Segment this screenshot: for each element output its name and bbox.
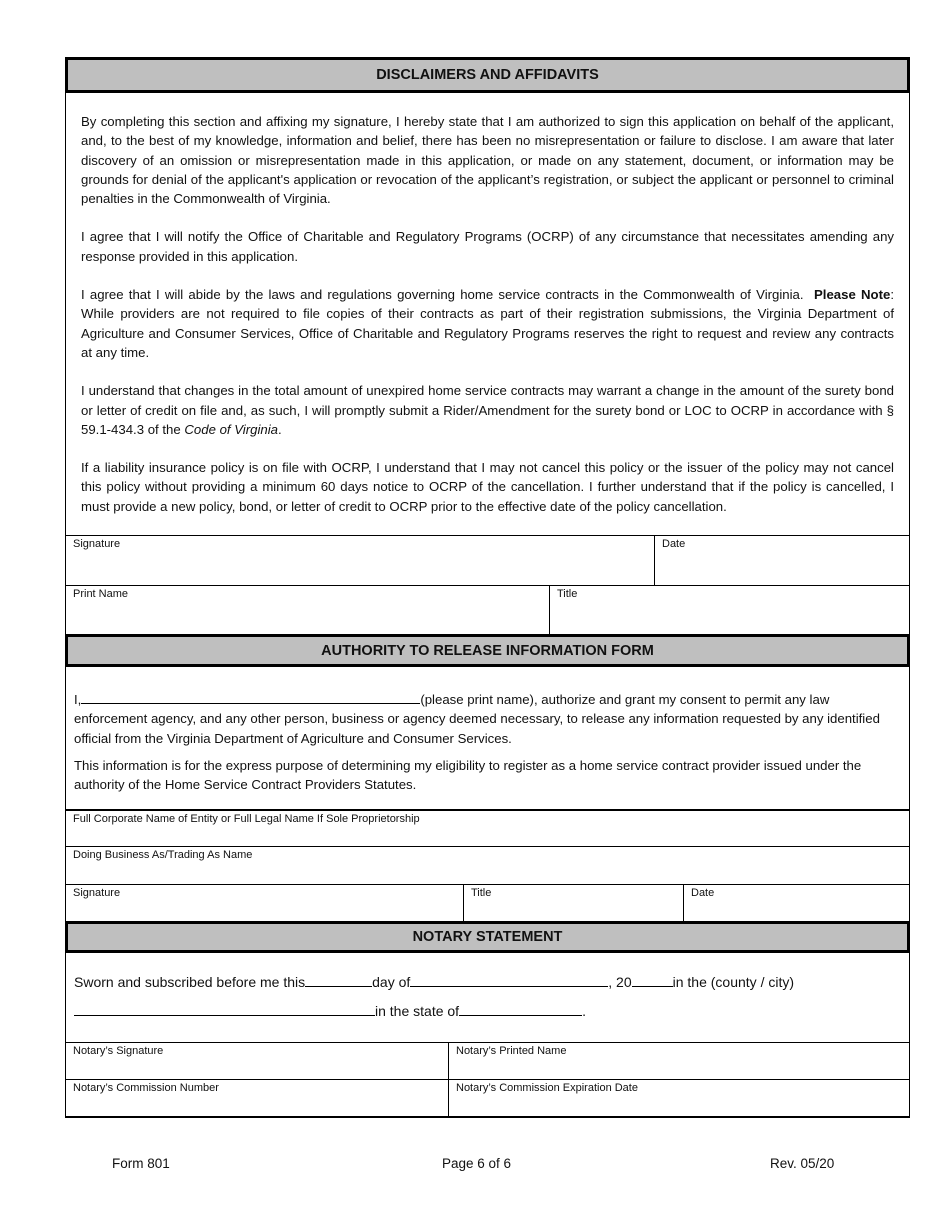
- disclaimer-paragraph-2: I agree that I will notify the Office of Charitable and Regulatory Programs (OCRP) of any circumstance that necessitates amending any response provided in this application.: [81, 229, 894, 264]
- dba-row: [66, 846, 909, 884]
- corp-name-row: [66, 809, 909, 846]
- authority-date-field[interactable]: Date: [683, 885, 909, 921]
- title-field[interactable]: Title: [549, 586, 909, 634]
- disclaimer-paragraph-3: I agree that I will abide by the laws and regulations governing home service contracts in the Commonwealth of Virginia. Please Note: While providers are not required to file copies of their contracts as part of their registration submissions, the Virginia Department of Agriculture and Consumer Services, Office of Charitable and Regulatory Programs reserves the right to request and review any contracts at any time.: [81, 287, 894, 360]
- month-blank[interactable]: [410, 972, 608, 987]
- disclaimer-paragraph-1: By completing this section and affixing my signature, I hereby state that I am authorized to sign this application on behalf of the applicant, and, to the best of my knowledge, information and belief, there has been no misrepresentation or failure to disclose. I am aware that later discovery of an omission or misrepresentation made in this application, or made on any statement, document, or information may be grounds for denial of the applicant's application or revocation of the applicant’s registration, or subject the applicant or personnel to criminal penalties in the Commonwealth of Virginia.: [81, 114, 894, 207]
- dba-field[interactable]: Doing Business As/Trading As Name: [73, 848, 253, 861]
- footer-revision: Rev. 05/20: [770, 1156, 835, 1171]
- disclaimers-section: [65, 93, 910, 634]
- footer-page-number: Page 6 of 6: [442, 1156, 512, 1171]
- notary-commission-number-field[interactable]: Notary’s Commission Number: [73, 1081, 219, 1094]
- notary-expiration-field[interactable]: Notary’s Commission Expiration Date: [448, 1080, 909, 1116]
- notary-row-1: [66, 1042, 909, 1079]
- day-blank[interactable]: [305, 972, 372, 987]
- corp-name-field[interactable]: Full Corporate Name of Entity or Full Legal Name If Sole Proprietorship: [73, 812, 420, 825]
- state-blank[interactable]: [459, 1001, 582, 1016]
- disclaimers-text: [66, 93, 909, 535]
- signature-date-row: [66, 535, 909, 585]
- notary-line-2: in the state of .: [74, 997, 901, 1026]
- notary-text: [66, 953, 909, 1042]
- authority-text: [66, 667, 909, 808]
- notary-section: [65, 953, 910, 1118]
- authority-heading: AUTHORITY TO RELEASE INFORMATION FORM: [65, 634, 910, 667]
- notary-printed-name-field[interactable]: Notary’s Printed Name: [448, 1043, 909, 1079]
- disclaimer-paragraph-4: I understand that changes in the total amount of unexpired home service contracts may warrant a change in the amount of the surety bond or letter of credit on file and, as such, I will promptly submit a Rider/Amendment for the surety bond or LOC to OCRP in accordance with § 59.1-434.3 of the Code of Virginia.: [81, 383, 894, 437]
- disclaimers-heading: DISCLAIMERS AND AFFIDAVITS: [65, 57, 910, 93]
- authority-purpose-paragraph: This information is for the express purpose of determining my eligibility to register as a home service contract provider issued under the authority of the Home Service Contract Providers Statutes.: [74, 757, 862, 793]
- signature-field[interactable]: Signature: [73, 538, 121, 551]
- authority-section: [65, 667, 910, 920]
- notary-heading: NOTARY STATEMENT: [65, 921, 910, 953]
- notary-signature-field[interactable]: Notary’s Signature: [73, 1044, 164, 1057]
- form-page: [65, 57, 910, 1118]
- county-blank[interactable]: [74, 1001, 375, 1016]
- authority-consent-paragraph: I, (please print name), authorize and grant my consent to permit any law enforcement agency, and any other person, business or agency deemed necessary, to release any information requested by any identified official from the Virginia Department of Agriculture and Consumer Services.: [74, 689, 901, 748]
- footer-form-number: Form 801: [112, 1156, 170, 1171]
- authority-title-field[interactable]: Title: [463, 885, 683, 921]
- authority-signature-row: [66, 884, 909, 921]
- print-name-title-row: [66, 585, 909, 634]
- date-field[interactable]: Date: [654, 536, 909, 585]
- year-blank[interactable]: [632, 972, 673, 987]
- print-name-blank[interactable]: [81, 689, 420, 704]
- disclaimer-paragraph-5: If a liability insurance policy is on file with OCRP, I understand that I may not cancel this policy or the issuer of the policy may not cancel this policy without providing a minimum 60 days notice to OCRP of the cancellation. I further understand that if the policy is cancelled, I must provide a new policy, bond, or letter of credit to OCRP prior to the effective date of the policy cancellation.: [81, 460, 894, 514]
- notary-row-2: [66, 1079, 909, 1116]
- print-name-field[interactable]: Print Name: [73, 588, 129, 601]
- notary-line-1: Sworn and subscribed before me this day of , 20 in the (county / city): [74, 973, 795, 990]
- authority-signature-field[interactable]: Signature: [73, 886, 121, 899]
